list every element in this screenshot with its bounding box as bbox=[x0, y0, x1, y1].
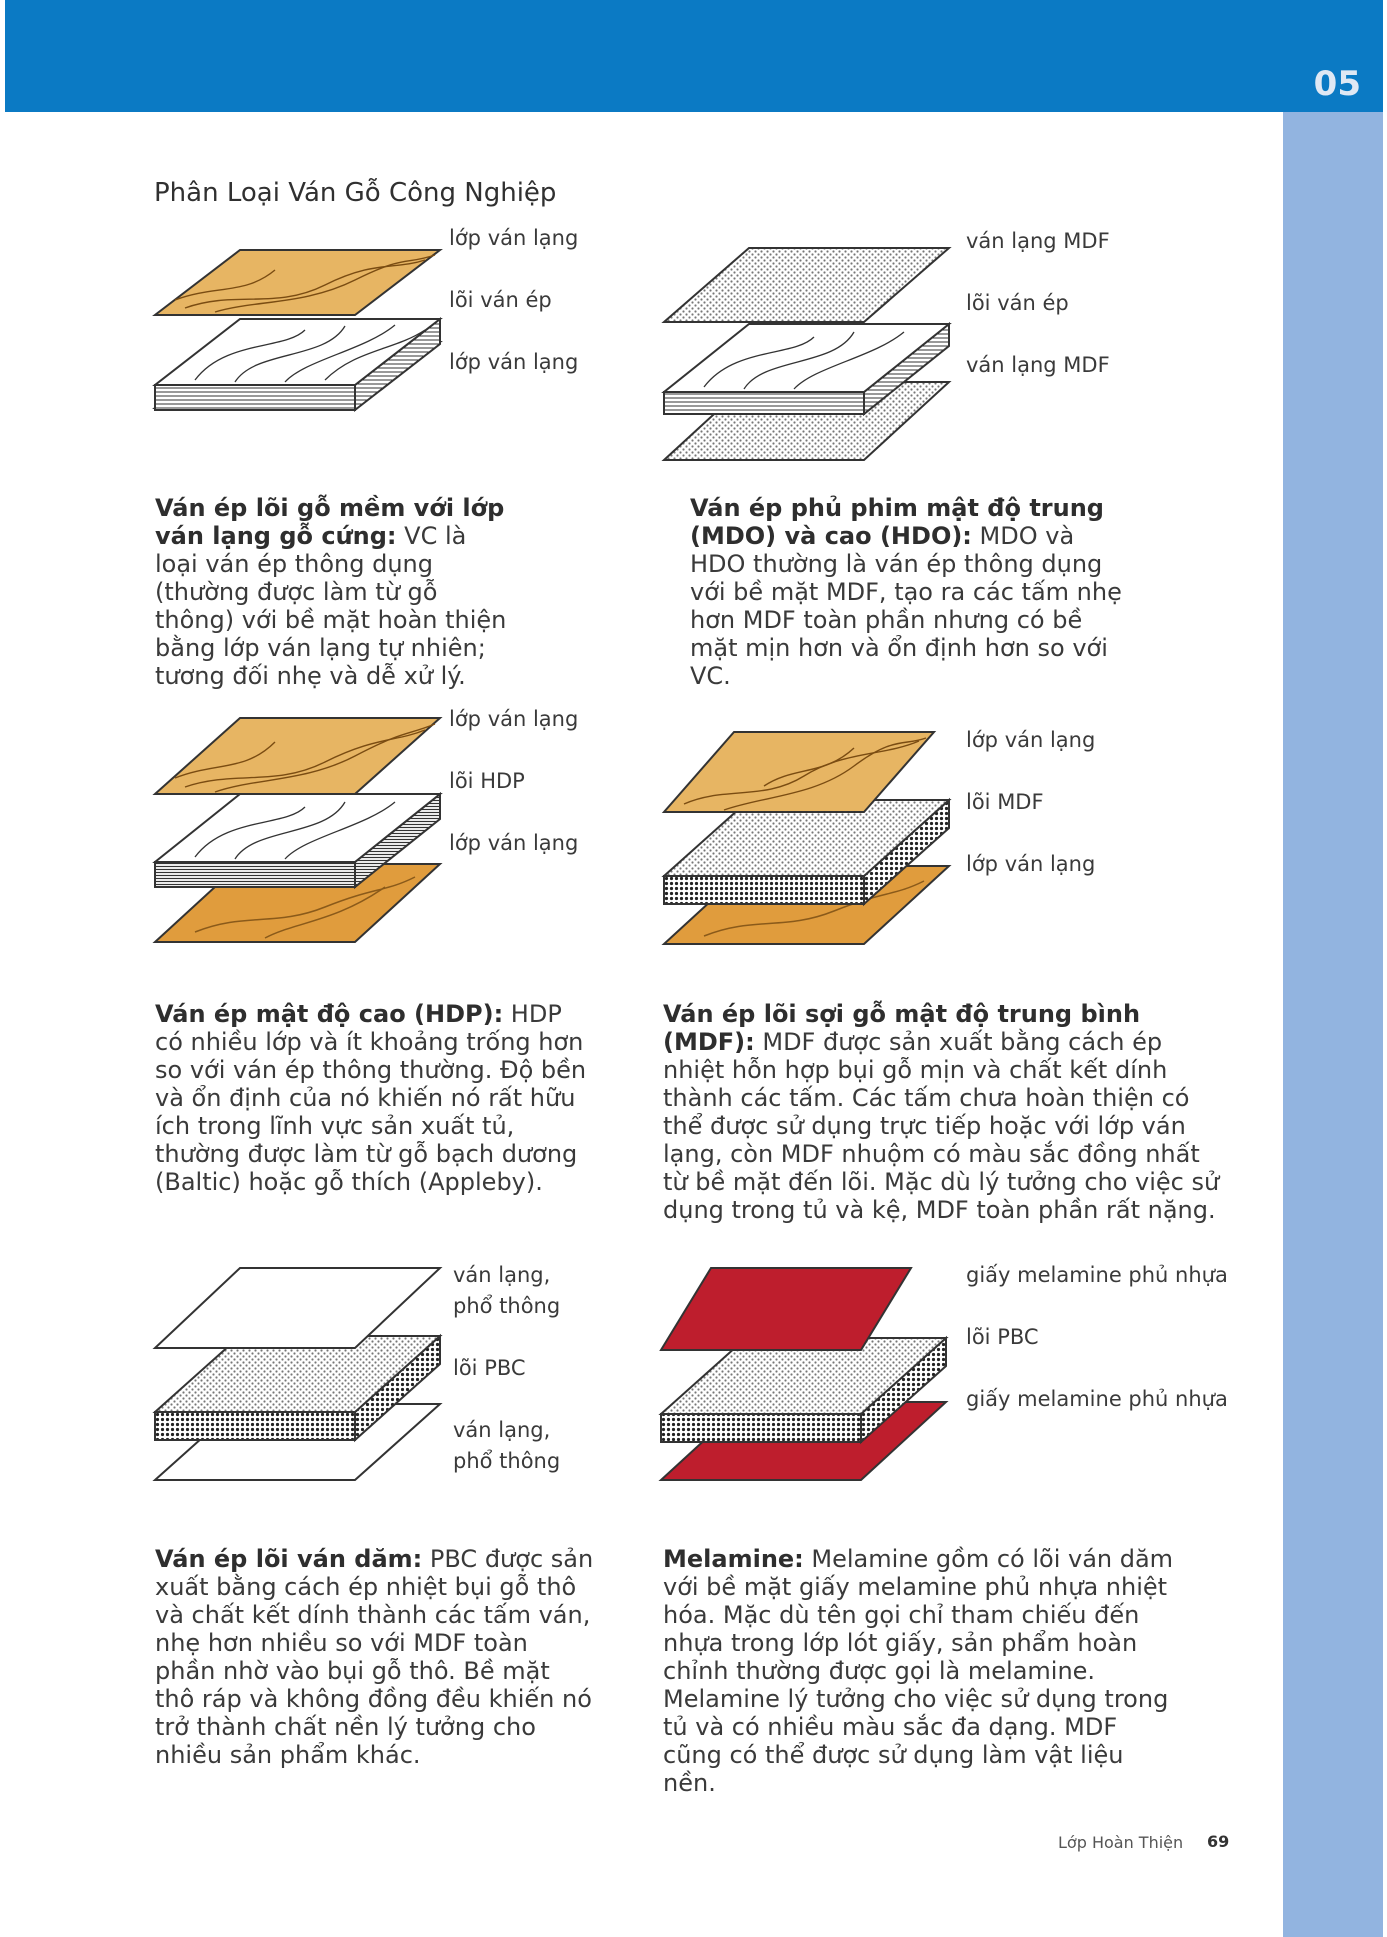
panel4-label-bottom: lớp ván lạng bbox=[966, 852, 1096, 876]
panel6-description: Melamine: Melamine gồm có lõi ván dăm với bề mặt giấy melamine phủ nhựa nhiệt hóa. Mặc dù tên gọi chỉ tham chiếu đến nhựa trong lớp lót giấy, sản phẩm hoàn chỉnh thường được gọi là melamine. Melamine lý tưởng cho việc sử dụng trong tủ và có nhiều màu sắc đa dạng. MDF cũng có thể được sử dụng làm vật liệu nền. bbox=[663, 1545, 1174, 1797]
footer-section-name: Lớp Hoàn Thiện bbox=[1058, 1833, 1184, 1852]
top-veneer-layer bbox=[155, 250, 440, 315]
core-side bbox=[155, 385, 355, 410]
panel6-label-core: lõi PBC bbox=[966, 1325, 1039, 1349]
veneer-core-diagram bbox=[155, 230, 455, 470]
footer-page-number: 69 bbox=[1207, 1832, 1230, 1851]
mdf-diagram bbox=[664, 726, 964, 966]
panel5-label-bottom: ván lạng, phổ thông bbox=[453, 1418, 561, 1473]
panel1-label-core: lõi ván ép bbox=[449, 288, 552, 312]
panel1-label-top: lớp ván lạng bbox=[449, 226, 579, 250]
panel3-label-top: lớp ván lạng bbox=[449, 707, 579, 731]
panel6-label-bottom: giấy melamine phủ nhựa bbox=[966, 1387, 1228, 1411]
chapter-number: 05 bbox=[1313, 64, 1361, 104]
panel5-description: Ván ép lõi ván dăm: PBC được sản xuất bằng cách ép nhiệt bụi gỗ thô và chất kết dính thành các tấm ván, nhẹ hơn nhiều so với MDF toàn phần nhờ vào bụi gỗ thô. Bề mặt thô ráp và không đồng đều khiến nó trở thành chất nền lý tưởng cho nhiều sản phẩm khác. bbox=[155, 1545, 594, 1769]
panel2-label-top: ván lạng MDF bbox=[966, 229, 1110, 253]
panel5-label-top: ván lạng, phổ thông bbox=[453, 1263, 561, 1318]
melamine-diagram bbox=[661, 1262, 961, 1502]
header-bar bbox=[5, 0, 1383, 112]
particle-board-diagram bbox=[155, 1262, 455, 1502]
panel2-description: Ván ép phủ phim mật độ trung (MDO) và cao (HDO): MDO và HDO thường là ván ép thông dụng với bề mặt MDF, tạo ra các tấm nhẹ hơn MDF toàn phần nhưng có bề mặt mịn hơn và ổn định hơn so với VC. bbox=[690, 494, 1122, 690]
panel3-label-bottom: lớp ván lạng bbox=[449, 831, 579, 855]
panel3-label-core: lõi HDP bbox=[449, 769, 525, 793]
panel4-label-core: lõi MDF bbox=[966, 790, 1044, 814]
page-title: Phân Loại Ván Gỗ Công Nghiệp bbox=[154, 178, 557, 208]
panel3-description: Ván ép mật độ cao (HDP): HDP có nhiều lớp và ít khoảng trống hơn so với ván ép thông thường. Độ bền và ổn định của nó khiến nó rất hữu ích trong lĩnh vực sản xuất tủ, thường được làm từ gỗ bạch dương (Baltic) hoặc gỗ thích (Appleby). bbox=[155, 1000, 587, 1196]
panel4-label-top: lớp ván lạng bbox=[966, 728, 1096, 752]
hdp-diagram bbox=[155, 712, 455, 952]
side-bar bbox=[1283, 112, 1383, 1937]
panel1-label-bottom: lớp ván lạng bbox=[449, 350, 579, 374]
panel5-label-core: lõi PBC bbox=[453, 1356, 526, 1380]
panel1-description: Ván ép lõi gỗ mềm với lớp ván lạng gỗ cứng: VC là loại ván ép thông dụng (thường được làm từ gỗ thông) với bề mặt hoàn thiện bằng lớp ván lạng tự nhiên; tương đối nhẹ và dễ xử lý. bbox=[155, 494, 507, 690]
panel2-label-bottom: ván lạng MDF bbox=[966, 353, 1110, 377]
mdo-hdo-diagram bbox=[664, 232, 964, 472]
top-mdf-veneer bbox=[664, 248, 949, 322]
panel4-description: Ván ép lõi sợi gỗ mật độ trung bình (MDF): MDF được sản xuất bằng cách ép nhiệt hỗn hợp bụi gỗ mịn và chất kết dính thành các tấm. Các tấm chưa hoàn thiện có thể được sử dụng trực tiếp hoặc với lớp ván lạng, còn MDF nhuộm có màu sắc đồng nhất từ bề mặt đến lõi. Mặc dù lý tưởng cho việc sử dụng trong tủ và kệ, MDF toàn phần rất nặng. bbox=[663, 1000, 1220, 1224]
panel6-label-top: giấy melamine phủ nhựa bbox=[966, 1263, 1228, 1287]
panel2-label-core: lõi ván ép bbox=[966, 291, 1069, 315]
